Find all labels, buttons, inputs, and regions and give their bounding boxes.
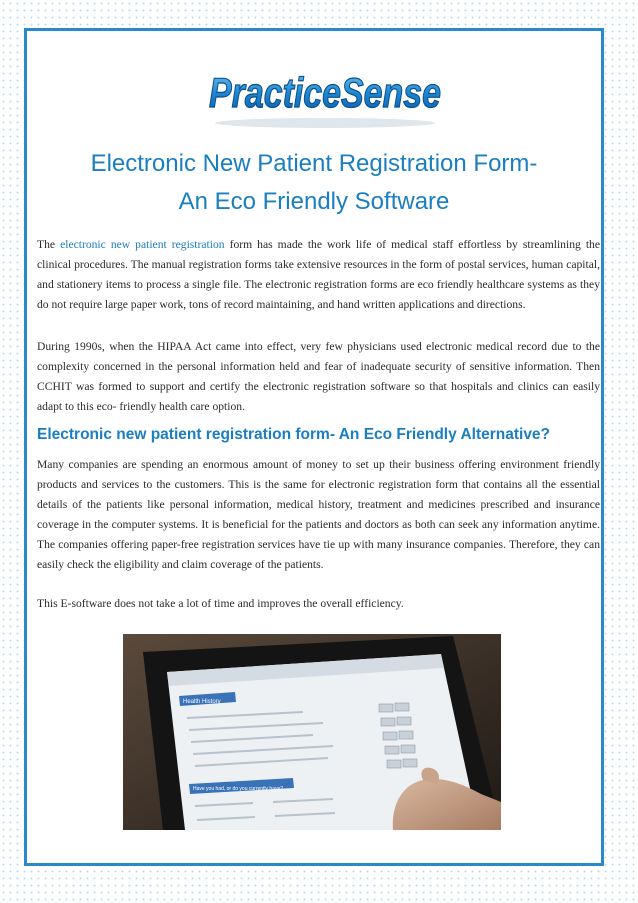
paragraph-companies: Many companies are spending an enormous amount of money to set up their business offering environment friendly products and services to the customers. This is the same for electronic registration form that contains all the essential details of the patients like personal information, medical history, treatment and medicines prescribed and insurance coverage in the computer systems. It is beneficial for the patients and doctors as both can seek any information anytime. The companies offering paper-free registration services have tie up with many insurance companies. Therefore, they can easily check the eligibility and claim coverage of the patients. <box>37 458 600 571</box>
title-line-2: An Eco Friendly Software <box>178 188 450 215</box>
paragraph-history: During 1990s, when the HIPAA Act came into effect, very few physicians used electronic medical record due to the complexity concerned in the personal information held and fear of inadequate security of sensitive information. Then CCHIT was formed to support and certify the electronic registration software so that hospitals and clinics can easily adapt to this eco- friendly health care option. <box>37 340 600 413</box>
intro-text-rest: form has made the work life of medical staff effortless by streamlining the clinical procedures. The manual registration forms take extensive resources in the form of postal services, human capital, and stationery items to process a single file. The electronic registration forms are eco friendly healthcare systems as they do not require large paper work, tons of record maintaining, and hand written applications and directions. <box>37 238 600 311</box>
tablet-photo <box>123 634 501 830</box>
practicesense-logo <box>205 53 445 133</box>
logo-text: PracticeSense <box>209 69 441 116</box>
title-line-1: Electronic New Patient Registration Form- <box>90 150 538 177</box>
logo-shadow <box>215 118 435 128</box>
conditions-label: Have you had, or do you currently have? <box>193 786 284 792</box>
page-title <box>37 145 591 221</box>
registration-link[interactable]: electronic new patient registration <box>60 238 225 251</box>
intro-text-start: The <box>37 238 61 251</box>
health-history-label: Health History <box>183 699 221 705</box>
page-frame <box>24 28 604 866</box>
paragraph-intro <box>37 235 600 315</box>
paragraph-efficiency: This E-software does not take a lot of time and improves the overall efficiency. <box>37 597 404 610</box>
section-heading: Electronic new patient registration form- An Eco Friendly Alternative? <box>37 426 551 443</box>
tablet-illustration <box>123 634 501 830</box>
